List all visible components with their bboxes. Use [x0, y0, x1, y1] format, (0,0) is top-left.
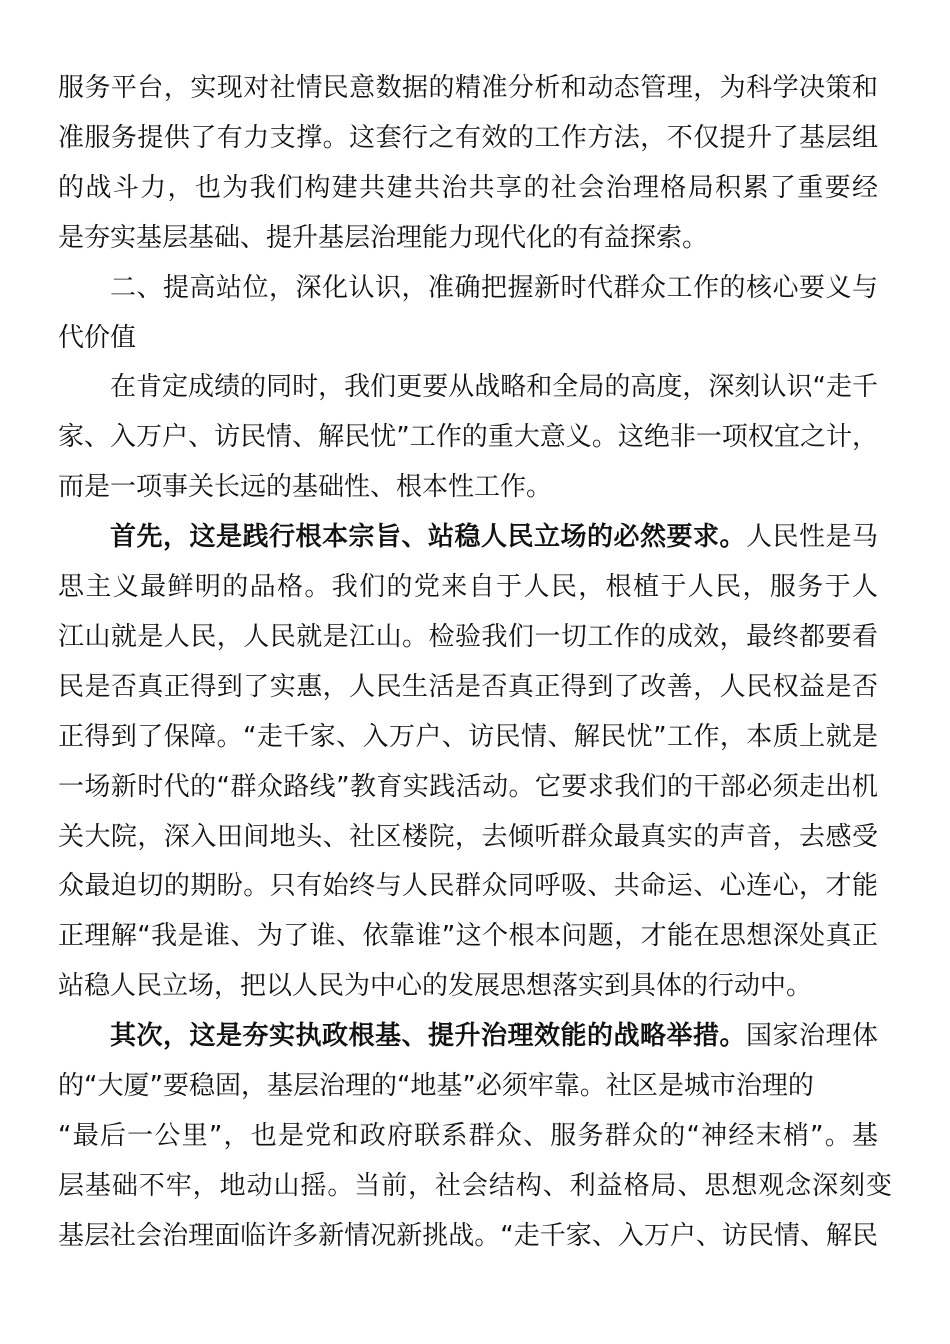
body-text: 的战斗力，也为我们构建共建共治共享的社会治理格局积累了重要经 [58, 172, 878, 203]
body-text: 民是否真正得到了实惠，人民生活是否真正得到了改善，人民权益是否 [58, 671, 878, 702]
body-text: 众最迫切的期盼。只有始终与人民群众同呼吸、共命运、心连心，才能 [58, 871, 878, 902]
text-line [58, 619, 878, 655]
text-line [110, 369, 878, 405]
body-text: 层基础不牢，地动山摇。当前，社会结构、利益格局、思想观念深刻变 [58, 1170, 892, 1201]
bold-heading-text: 首先，这是践行根本宗旨、站稳人民立场的必然要求。 [110, 522, 746, 553]
body-text: 代价值 [58, 322, 137, 353]
bold-heading-text: 其次，这是夯实执政根基、提升治理效能的战略举措。 [110, 1021, 746, 1052]
body-text: 思主义最鲜明的品格。我们的党来自于人民，根植于人民，服务于人 [58, 572, 878, 602]
text-line [58, 220, 878, 256]
text-line [58, 1218, 878, 1254]
text-line [58, 868, 878, 904]
body-text: 关大院，深入田间地头、社区楼院，去倾听群众最真实的声音，去感受 [58, 821, 878, 852]
body-text: 基层社会治理面临许多新情况新挑战。“走千家、入万户、访民情、解民 [58, 1220, 878, 1251]
text-line [58, 769, 878, 805]
body-text: 在肯定成绩的同时，我们更要从战略和全局的高度，深刻认识“走千 [110, 372, 878, 403]
text-line [58, 1118, 878, 1154]
text-line [58, 320, 878, 356]
body-text: “最后一公里”，也是党和政府联系群众、服务群众的“神经末梢”。基 [58, 1120, 878, 1151]
body-text: 人民性是马 [745, 522, 878, 553]
text-line [110, 270, 878, 306]
body-text: 二、提高站位，深化认识，准确把握新时代群众工作的核心要义与 [110, 272, 878, 303]
text-line [58, 719, 878, 755]
text-line [110, 519, 878, 555]
text-line [110, 1018, 878, 1054]
body-text: 是夯实基层基础、提升基层治理能力现代化的有益探索。 [58, 222, 709, 253]
text-line [58, 120, 878, 156]
text-line [58, 669, 878, 705]
body-text: 江山就是人民，人民就是江山。检验我们一切工作的成效，最终都要看 [58, 621, 878, 652]
body-text: 准服务提供了有力支撑。这套行之有效的工作方法，不仅提升了基层组 [58, 122, 878, 153]
text-line [58, 819, 878, 855]
body-text: 而是一项事关长远的基础性、根本性工作。 [58, 472, 553, 503]
body-text: 国家治理体 [745, 1021, 878, 1052]
body-text: 站稳人民立场，把以人民为中心的发展思想落实到具体的行动中。 [58, 971, 813, 1002]
body-text: 服务平台，实现对社情民意数据的精准分析和动态管理，为科学决策和 [58, 73, 878, 103]
text-line [58, 70, 878, 106]
text-line [58, 569, 878, 605]
body-text: 家、入万户、访民情、解民忧”工作的重大意义。这绝非一项权宜之计， [58, 422, 878, 453]
text-line [58, 170, 878, 206]
text-line [58, 918, 878, 954]
text-line [58, 419, 878, 455]
text-line [58, 469, 878, 505]
text-line [58, 968, 878, 1004]
body-text: 正得到了保障。“走千家、入万户、访民情、解民忧”工作，本质上就是 [58, 721, 878, 752]
text-line [58, 1168, 892, 1204]
text-line [58, 1068, 878, 1104]
body-text: 的“大厦”要稳固，基层治理的“地基”必须牢靠。社区是城市治理的 [58, 1071, 814, 1101]
body-text: 正理解“我是谁、为了谁、依靠谁”这个根本问题，才能在思想深处真正 [58, 921, 878, 952]
body-text: 一场新时代的“群众路线”教育实践活动。它要求我们的干部必须走出机 [58, 771, 878, 802]
